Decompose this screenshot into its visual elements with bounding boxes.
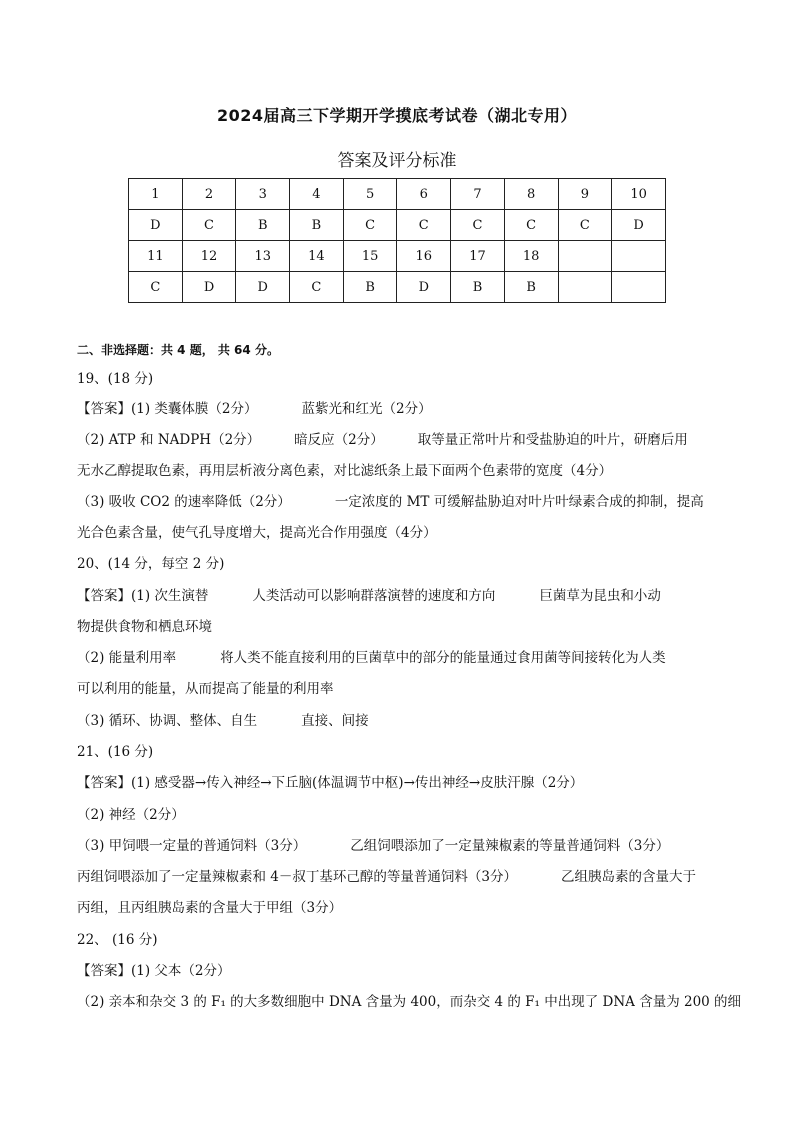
table-cell: 17: [451, 241, 505, 272]
table-cell: 18: [504, 241, 558, 272]
q21-a3b: 乙组饲喂添加了一定量辣椒素的等量普通饲料（3分）: [350, 838, 670, 854]
table-cell: 11: [129, 241, 183, 272]
q20-a3b: 直接、间接: [301, 713, 369, 729]
table-row: [129, 179, 666, 210]
table-cell: B: [343, 272, 397, 303]
q20-answer-3: [77, 709, 727, 729]
q20-a2: （2) 能量利用率: [77, 650, 177, 666]
q19-a2c: 取等量正常叶片和受盐胁迫的叶片，研磨后用: [417, 432, 688, 448]
table-cell: 15: [343, 241, 397, 272]
q22-answer-1: 【答案】(1) 父本（2分）: [77, 963, 231, 979]
table-row: [129, 241, 666, 272]
table-cell: 14: [290, 241, 344, 272]
q21-answer-2: （2) 神经（2分）: [77, 807, 185, 823]
table-cell: C: [290, 272, 344, 303]
q19-a1: 【答案】(1) 类囊体膜（2分）: [77, 401, 258, 417]
answer-table: [128, 178, 666, 303]
table-cell: B: [236, 210, 290, 241]
table-cell: D: [182, 272, 236, 303]
q19-answer-2: [77, 428, 727, 448]
table-cell: 9: [558, 179, 612, 210]
table-cell: 2: [182, 179, 236, 210]
q20-answer-1: [77, 584, 727, 604]
table-cell: B: [451, 272, 505, 303]
table-cell: 6: [397, 179, 451, 210]
table-cell: B: [290, 210, 344, 241]
q19-answer-2-cont: 无水乙醇提取色素，再用层析液分离色素，对比滤纸条上最下面两个色素带的宽度（4分）: [77, 463, 613, 479]
table-cell: C: [343, 210, 397, 241]
q20-a1b: 人类活动可以影响群落演替的速度和方向: [252, 588, 496, 604]
q19-a2b: 暗反应（2分）: [294, 432, 384, 448]
table-cell: C: [451, 210, 505, 241]
table-cell: B: [504, 272, 558, 303]
table-cell: 8: [504, 179, 558, 210]
table-cell: D: [129, 210, 183, 241]
table-cell: 16: [397, 241, 451, 272]
q20-answer-2: [77, 646, 727, 666]
q20-heading: 20、(14 分，每空 2 分): [77, 556, 225, 572]
table-cell: 10: [612, 179, 666, 210]
q21-answer-3-cont2: 丙组，且丙组胰岛素的含量大于甲组（3分）: [77, 900, 343, 916]
q22-answer-2: （2) 亲本和杂交 3 的 F₁ 的大多数细胞中 DNA 含量为 400，而杂交 4 的 F₁ 中出现了 DNA 含量为 200 的细: [77, 994, 742, 1010]
q19-a2: （2) ATP 和 NADPH（2分）: [77, 432, 261, 448]
section-heading: 二、非选择题：共 4 题， 共 64 分。: [77, 343, 279, 357]
q20-a3: （3) 循环、协调、整体、自生: [77, 713, 258, 729]
table-cell: 3: [236, 179, 290, 210]
q20-a1: 【答案】(1) 次生演替: [77, 588, 209, 604]
table-cell: [612, 272, 666, 303]
q19-answer-1: [77, 397, 727, 417]
q19-answer-3: [77, 490, 727, 510]
q21-answer-3: [77, 834, 727, 854]
q21-a3: （3) 甲饲喂一定量的普通饲料（3分）: [77, 838, 307, 854]
q21-a3c: 丙组饲喂添加了一定量辣椒素和 4－叔丁基环己醇的等量普通饲料（3分）: [77, 869, 517, 885]
q20-answer-2-cont: 可以利用的能量，从而提高了能量的利用率: [77, 681, 334, 697]
q20-a2b: 将人类不能直接利用的巨菌草中的部分的能量通过食用菌等间接转化为人类: [220, 650, 666, 666]
q19-a3: （3) 吸收 CO2 的速率降低（2分）: [77, 494, 291, 510]
answer-table-body: [129, 179, 666, 303]
table-row: [129, 210, 666, 241]
table-cell: C: [558, 210, 612, 241]
table-cell: [558, 241, 612, 272]
table-cell: 5: [343, 179, 397, 210]
table-cell: C: [129, 272, 183, 303]
table-cell: [612, 241, 666, 272]
q21-heading: 21、(16 分): [77, 744, 154, 760]
q21-answer-3-cont: [77, 865, 727, 885]
q19-a3b: 一定浓度的 MT 可缓解盐胁迫对叶片叶绿素合成的抑制，提高: [334, 494, 704, 510]
page-title: 2024届高三下学期开学摸底考试卷（湖北专用）: [216, 106, 578, 125]
table-cell: D: [397, 272, 451, 303]
table-cell: 1: [129, 179, 183, 210]
table-cell: [558, 272, 612, 303]
q21-a3d: 乙组胰岛素的含量大于: [560, 869, 696, 885]
q22-heading: 22、 (16 分): [77, 932, 158, 948]
table-row: [129, 272, 666, 303]
table-cell: 7: [451, 179, 505, 210]
table-cell: 13: [236, 241, 290, 272]
table-cell: 12: [182, 241, 236, 272]
q19-heading: 19、(18 分): [77, 371, 154, 387]
q20-answer-1-cont: 物提供食物和栖息环境: [77, 619, 212, 635]
page-subtitle: 答案及评分标准: [337, 151, 457, 171]
table-cell: C: [182, 210, 236, 241]
table-cell: C: [504, 210, 558, 241]
table-cell: D: [612, 210, 666, 241]
table-cell: 4: [290, 179, 344, 210]
table-cell: D: [236, 272, 290, 303]
q19-a1b: 蓝紫光和红光（2分）: [301, 401, 432, 417]
q19-answer-3-cont: 光合色素含量，使气孔导度增大，提高光合作用强度（4分）: [77, 525, 437, 541]
table-cell: C: [397, 210, 451, 241]
q21-answer-1: 【答案】(1) 感受器→传入神经→下丘脑(体温调节中枢)→传出神经→皮肤汗腺（2分）: [77, 775, 584, 791]
q20-a1c: 巨菌草为昆虫和小动: [539, 588, 661, 604]
